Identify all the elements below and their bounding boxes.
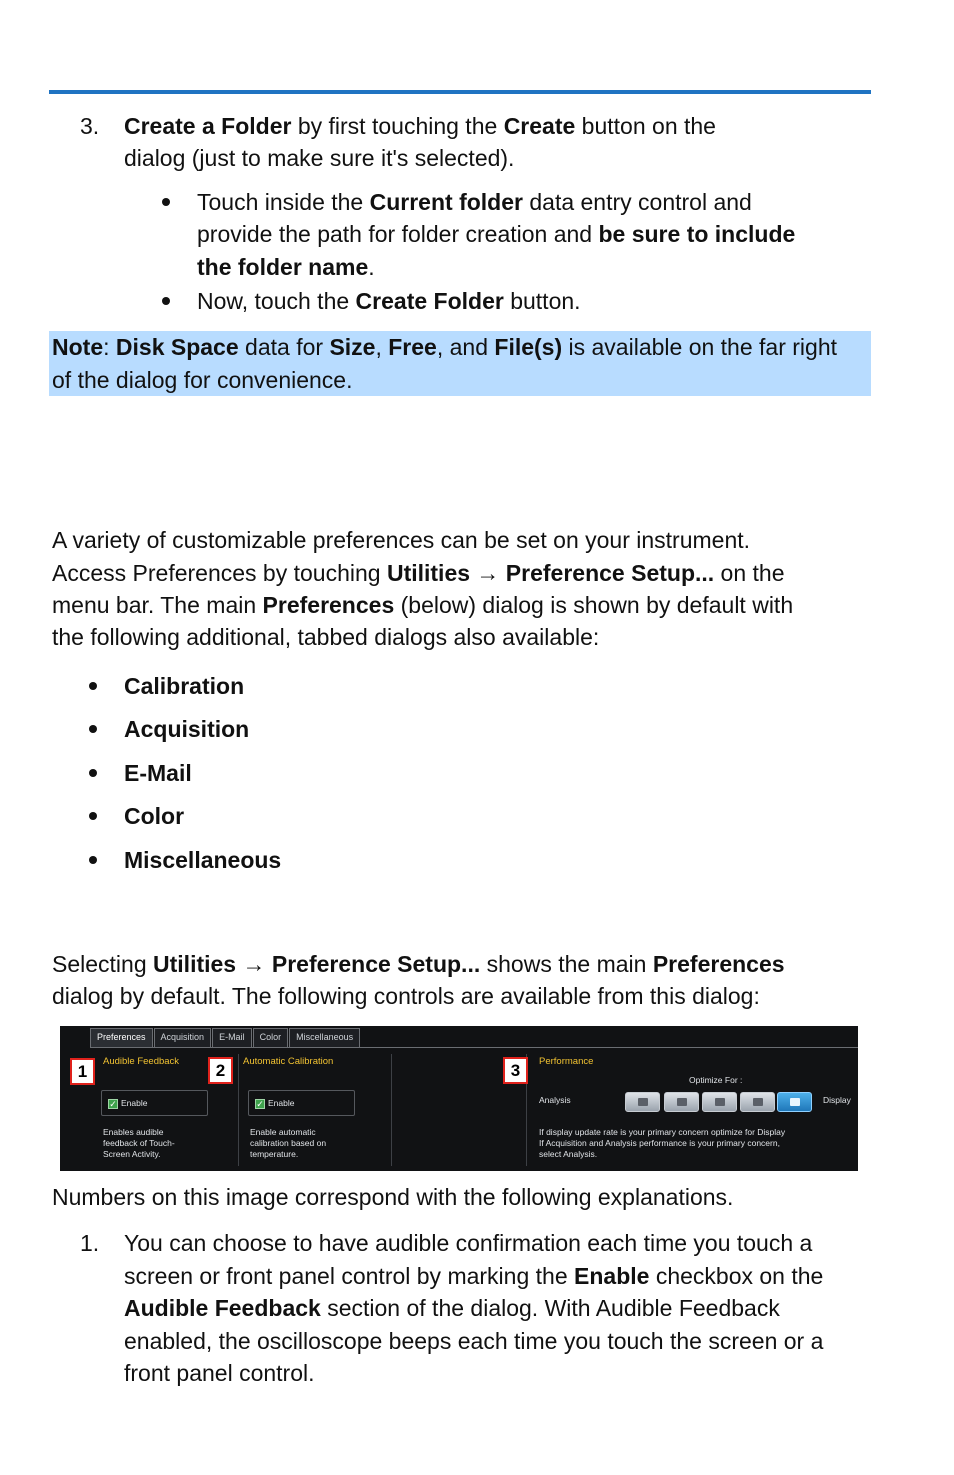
step-number: 3. (80, 113, 100, 139)
text: section of the dialog. With Audible Feedback (320, 1295, 780, 1321)
expl1-line3 (124, 1292, 780, 1325)
bullet-dot (89, 682, 97, 690)
display-icon (790, 1098, 800, 1106)
text: . (368, 254, 375, 280)
bullet-dot (89, 856, 97, 864)
audible-enable-label: Enable (121, 1098, 148, 1108)
step3-bold-create-folder: Create a Folder (124, 113, 292, 139)
bold: Disk Space (115, 334, 239, 360)
checkbox-checked-icon[interactable]: ✓ (256, 1099, 264, 1109)
text: Now, touch the (197, 288, 356, 314)
audible-desc-1: Enables audible (103, 1127, 164, 1137)
list-item: Miscellaneous (124, 847, 282, 873)
expl1-line1: You can choose to have audible confirmation each time you touch a (124, 1230, 813, 1256)
bold-menu-path: Utilities → Preference Setup... (386, 560, 715, 586)
expl1-line5: front panel control. (124, 1360, 315, 1386)
audible-enable-control[interactable] (101, 1090, 208, 1116)
section-divider (391, 1054, 392, 1166)
text: Touch inside the (197, 189, 370, 215)
display-label: Display (823, 1095, 851, 1105)
tab-email[interactable]: E-Mail (212, 1028, 252, 1048)
step3-text: by first touching the (291, 113, 504, 139)
optimize-slider-position-3[interactable] (702, 1092, 737, 1112)
tab-miscellaneous[interactable]: Miscellaneous (289, 1028, 360, 1048)
text: provide the path for folder creation and (197, 221, 599, 247)
display-icon (753, 1098, 763, 1106)
callout-badge-3: 3 (503, 1057, 528, 1084)
optimize-slider-position-2[interactable] (664, 1092, 699, 1112)
performance-desc-2: If Acquisition and Analysis performance is your primary concern, (539, 1138, 780, 1148)
bullet-dot (162, 198, 170, 206)
expl1-line2 (124, 1260, 823, 1293)
optimize-slider-position-1[interactable] (625, 1092, 660, 1112)
tab-acquisition[interactable]: Acquisition (154, 1028, 212, 1048)
bullet-dot (89, 812, 97, 820)
text: data for (238, 334, 330, 360)
balanced-icon (715, 1098, 725, 1106)
bold-menu-path: Utilities → Preference Setup... (153, 951, 481, 977)
text: Access Preferences by touching (52, 560, 387, 586)
step3-bullet1-line3 (197, 251, 375, 284)
step3-text: button on the (575, 113, 716, 139)
bold-audible-feedback: Audible Feedback (124, 1295, 321, 1321)
calibration-desc-1: Enable automatic (250, 1127, 316, 1137)
bold-current-folder: Current folder (369, 189, 523, 215)
dialog-tab-bar (90, 1028, 361, 1047)
section-divider (238, 1054, 239, 1166)
text: checkbox on the (649, 1263, 824, 1289)
step3-bullet2 (197, 285, 581, 318)
numbers-caption: Numbers on this image correspond with the following explanations. (52, 1184, 734, 1210)
text: on the (714, 560, 785, 586)
list-item: E-Mail (124, 760, 192, 786)
step3-bullet1-line2 (197, 218, 795, 251)
bold: File(s) (494, 334, 563, 360)
step3-line1 (124, 110, 716, 143)
preferences-dialog-screenshot (60, 1026, 858, 1171)
selecting-line1 (52, 948, 785, 981)
calibration-enable-label: Enable (268, 1098, 295, 1108)
text: : (103, 334, 116, 360)
bullet-dot (162, 297, 170, 305)
intro-line3 (52, 589, 793, 622)
optimize-slider-position-4[interactable] (740, 1092, 775, 1112)
intro-line1: A variety of customizable preferences can be set on your instrument. (52, 527, 751, 553)
optimize-for-label: Optimize For : (689, 1075, 743, 1085)
text: button. (503, 288, 581, 314)
step3-line2: dialog (just to make sure it's selected). (124, 145, 515, 171)
step3-bold-create: Create (503, 113, 576, 139)
optimize-slider-position-5-selected[interactable] (777, 1092, 812, 1112)
text: (below) dialog is shown by default with (394, 592, 794, 618)
text: data entry control and (522, 189, 752, 215)
performance-desc-1: If display update rate is your primary concern optimize for Display (539, 1127, 786, 1137)
tab-underline (90, 1047, 858, 1048)
note-line1 (52, 331, 868, 364)
calibration-enable-control[interactable] (248, 1090, 355, 1116)
text: shows the main (480, 951, 653, 977)
bullet-dot (89, 725, 97, 733)
list-item: Calibration (124, 673, 245, 699)
note-label: Note (52, 334, 104, 360)
audible-desc-2: feedback of Touch- (103, 1138, 175, 1148)
audible-feedback-title: Audible Feedback (103, 1056, 180, 1067)
text: , (375, 334, 389, 360)
tab-color[interactable]: Color (253, 1028, 289, 1048)
expl1-line4: enabled, the oscilloscope beeps each time you touch the screen or a (124, 1328, 824, 1354)
text: , and (436, 334, 495, 360)
checkbox-checked-icon[interactable]: ✓ (109, 1099, 117, 1109)
auto-calibration-title: Automatic Calibration (243, 1056, 334, 1067)
callout-badge-2: 2 (208, 1057, 233, 1084)
bold-preferences: Preferences (652, 951, 785, 977)
audible-desc-3: Screen Activity. (103, 1149, 161, 1159)
note-line2: of the dialog for convenience. (52, 367, 353, 393)
bold: Size (329, 334, 376, 360)
bold-create-folder: Create Folder (355, 288, 504, 314)
tab-preferences[interactable]: Preferences (90, 1028, 153, 1048)
step3-bullet1-line1 (197, 186, 752, 219)
bold: Free (388, 334, 437, 360)
explanation-number: 1. (80, 1230, 100, 1256)
performance-desc-3: select Analysis. (539, 1149, 598, 1159)
bold-be-sure: be sure to include (598, 221, 796, 247)
calibration-desc-3: temperature. (250, 1149, 299, 1159)
bold-preferences: Preferences (262, 592, 395, 618)
text: screen or front panel control by marking the (124, 1263, 575, 1289)
selecting-line2: dialog by default. The following controls are available from this dialog: (52, 983, 760, 1009)
analysis-icon (638, 1098, 648, 1106)
analysis-label: Analysis (539, 1095, 571, 1105)
text: menu bar. The main (52, 592, 263, 618)
text: is available on the far right (562, 334, 838, 360)
list-item: Acquisition (124, 716, 250, 742)
bold-enable: Enable (574, 1263, 650, 1289)
bullet-dot (89, 769, 97, 777)
callout-badge-1: 1 (70, 1058, 95, 1085)
intro-line2 (52, 557, 785, 590)
header-rule (49, 90, 871, 94)
bold-folder-name: the folder name (197, 254, 369, 280)
list-item: Color (124, 803, 185, 829)
analysis-icon (677, 1098, 687, 1106)
performance-title: Performance (539, 1056, 594, 1067)
text: Selecting (52, 951, 154, 977)
intro-line4: the following additional, tabbed dialogs also available: (52, 624, 600, 650)
calibration-desc-2: calibration based on (250, 1138, 327, 1148)
